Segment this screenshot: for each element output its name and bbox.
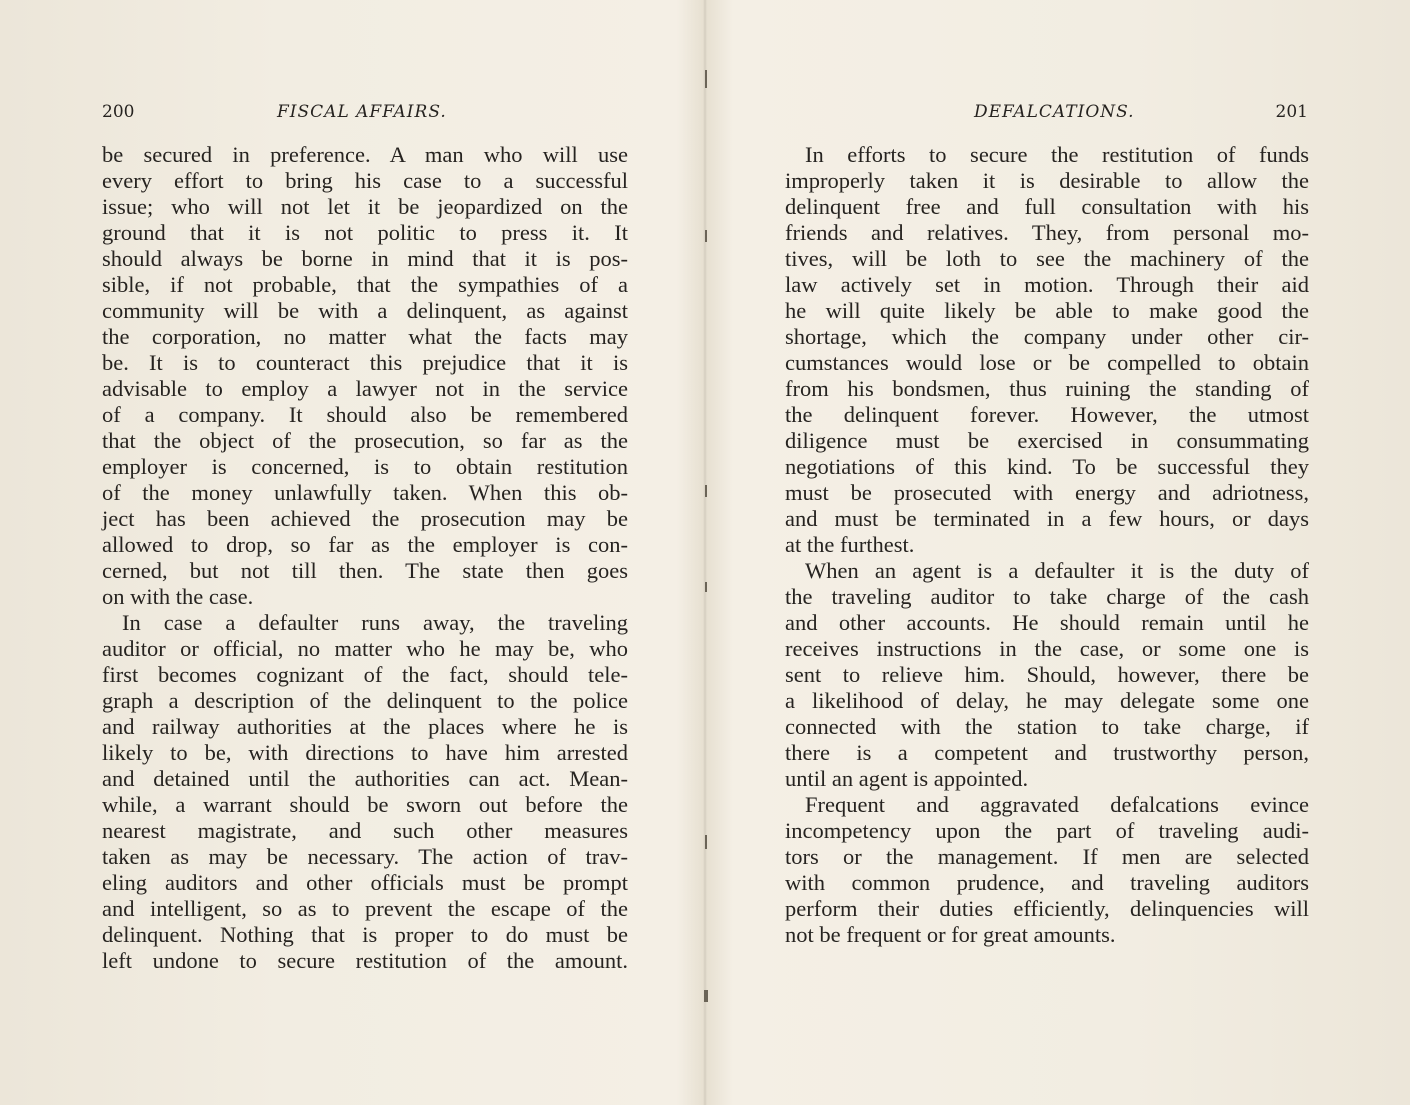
text-line: be secured in preference. A man who will use <box>102 142 628 167</box>
text-line: tors or the management. If men are selected <box>785 844 1309 869</box>
text-line: of the money unlawfully taken. When this ob- <box>102 480 628 505</box>
text-line: nearest magistrate, and such other measures <box>102 818 628 843</box>
text-line: from his bondsmen, thus ruining the standing of <box>785 376 1309 401</box>
text-line: shortage, which the company under other cir- <box>785 324 1309 349</box>
text-line: and intelligent, so as to prevent the escape of the <box>102 896 628 921</box>
text-line: auditor or official, no matter who he may be, who <box>102 636 628 661</box>
text-line: incompetency upon the part of traveling audi- <box>785 818 1309 843</box>
binding-mark <box>705 485 707 497</box>
text-line: not be frequent or for great amounts. <box>785 922 1116 947</box>
text-line: first becomes cognizant of the fact, should tele- <box>102 662 628 687</box>
text-line: When an agent is a defaulter it is the duty of <box>805 558 1309 583</box>
text-line: a likelihood of delay, he may delegate some one <box>785 688 1309 713</box>
text-line: he will quite likely be able to make good the <box>785 298 1309 323</box>
text-line: the corporation, no matter what the facts may <box>102 324 628 349</box>
text-line: negotiations of this kind. To be successful they <box>785 454 1309 479</box>
right-page <box>705 0 1410 1105</box>
left-running-head: FISCAL AFFAIRS. <box>277 102 447 122</box>
right-page-number: 201 <box>1275 102 1308 122</box>
text-line: every effort to bring his case to a successful <box>102 168 628 193</box>
text-line: advisable to employ a lawyer not in the service <box>102 376 628 401</box>
text-line: law actively set in motion. Through their aid <box>785 272 1309 297</box>
text-line: while, a warrant should be sworn out before the <box>102 792 628 817</box>
text-line: graph a description of the delinquent to the police <box>102 688 628 713</box>
text-line: and other accounts. He should remain until he <box>785 610 1309 635</box>
binding-mark <box>705 582 707 592</box>
text-line: delinquent. Nothing that is proper to do must be <box>102 922 628 947</box>
text-line: and railway authorities at the places where he is <box>102 714 628 739</box>
text-line: that the object of the prosecution, so far as the <box>102 428 628 453</box>
text-line: left undone to secure restitution of the amount. <box>102 948 628 973</box>
text-line: In efforts to secure the restitution of funds <box>805 142 1309 167</box>
text-line: taken as may be necessary. The action of trav- <box>102 844 628 869</box>
text-line: the delinquent forever. However, the utmost <box>785 402 1309 427</box>
text-line: of a company. It should also be remembered <box>102 402 628 427</box>
text-line: the traveling auditor to take charge of the cash <box>785 584 1309 609</box>
binding-mark <box>705 70 707 88</box>
binding-mark <box>705 835 707 849</box>
text-line: issue; who will not let it be jeopardized on the <box>102 194 628 219</box>
text-line: must be prosecuted with energy and adriotness, <box>785 480 1309 505</box>
text-line: until an agent is appointed. <box>785 766 1029 791</box>
text-line: with common prudence, and traveling auditors <box>785 870 1309 895</box>
text-line: sent to relieve him. Should, however, there be <box>785 662 1309 687</box>
text-line: connected with the station to take charge, if <box>785 714 1309 739</box>
right-page-body <box>785 142 1309 948</box>
text-line: should always be borne in mind that it is pos- <box>102 246 628 271</box>
text-line: improperly taken it is desirable to allow the <box>785 168 1309 193</box>
text-line: cerned, but not till then. The state then goes <box>102 558 628 583</box>
text-line: perform their duties efficiently, delinquencies will <box>785 896 1309 921</box>
text-line: friends and relatives. They, from personal mo- <box>785 220 1309 245</box>
text-line: eling auditors and other officials must be prompt <box>102 870 628 895</box>
text-line: at the furthest. <box>785 532 915 557</box>
binding-mark <box>704 990 708 1002</box>
text-line: likely to be, with directions to have him arrested <box>102 740 628 765</box>
left-page-body <box>102 142 628 974</box>
text-line: allowed to drop, so far as the employer is con- <box>102 532 628 557</box>
text-line: In case a defaulter runs away, the traveling <box>122 610 628 635</box>
text-line: Frequent and aggravated defalcations evince <box>805 792 1309 817</box>
text-line: receives instructions in the case, or some one is <box>785 636 1309 661</box>
text-line: ground that it is not politic to press it. It <box>102 220 628 245</box>
binding-mark <box>705 230 707 242</box>
left-page-number: 200 <box>102 102 135 122</box>
text-line: sible, if not probable, that the sympathies of a <box>102 272 628 297</box>
text-line: cumstances would lose or be compelled to obtain <box>785 350 1309 375</box>
text-line: be. It is to counteract this prejudice that it is <box>102 350 628 375</box>
left-page-header <box>102 100 628 124</box>
text-line: and detained until the authorities can act. Mean- <box>102 766 628 791</box>
text-line: there is a competent and trustworthy person, <box>785 740 1309 765</box>
right-running-head: DEFALCATIONS. <box>974 102 1135 122</box>
text-line: and must be terminated in a few hours, or days <box>785 506 1309 531</box>
text-line: employer is concerned, is to obtain restitution <box>102 454 628 479</box>
text-line: delinquent free and full consultation with his <box>785 194 1309 219</box>
text-line: on with the case. <box>102 584 254 609</box>
text-line: community will be with a delinquent, as against <box>102 298 628 323</box>
text-line: ject has been achieved the prosecution may be <box>102 506 628 531</box>
text-line: diligence must be exercised in consummating <box>785 428 1309 453</box>
text-line: tives, will be loth to see the machinery of the <box>785 246 1309 271</box>
right-page-header <box>785 100 1308 124</box>
